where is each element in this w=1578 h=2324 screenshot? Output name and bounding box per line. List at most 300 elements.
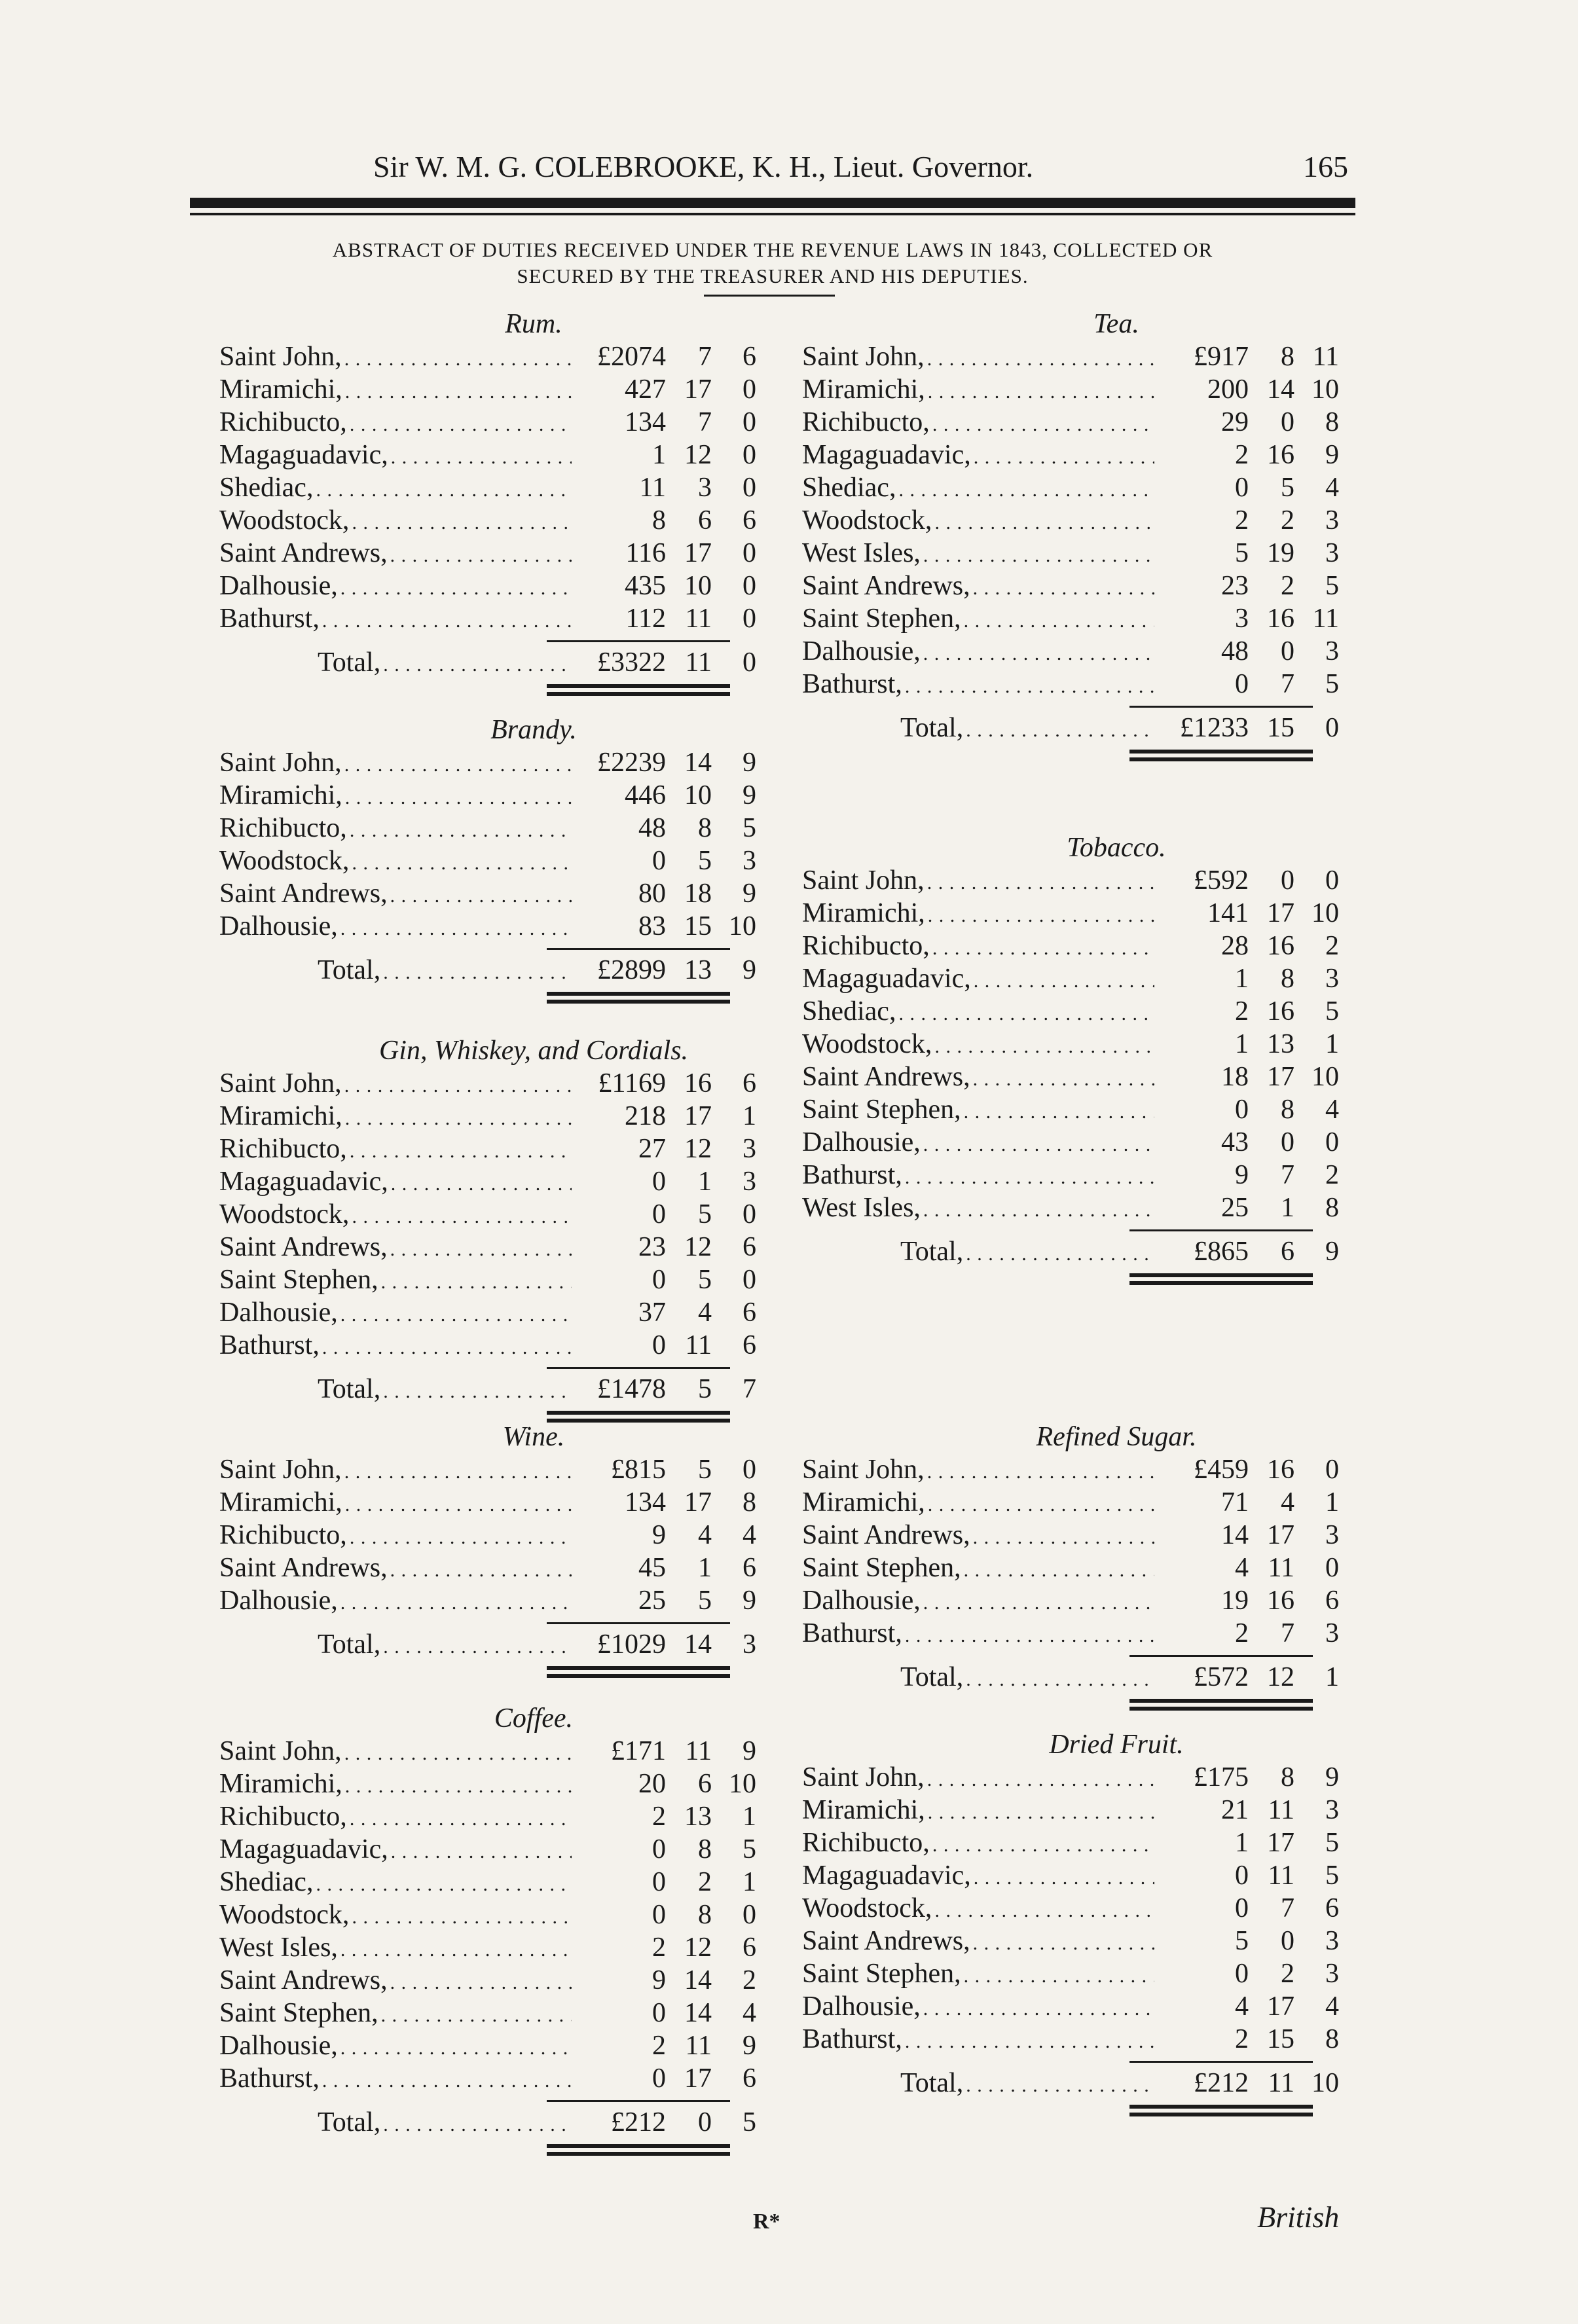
amount-pence: 0	[743, 1455, 756, 1485]
amount-pence: 5	[1325, 996, 1339, 1026]
table-row	[802, 1519, 1339, 1552]
dot-leader	[928, 899, 1154, 932]
amount-shillings: 1	[698, 1167, 712, 1197]
place-name: Saint John,	[802, 1762, 925, 1792]
place-name: Richibucto,	[219, 1134, 347, 1164]
amount-pounds: 14	[1221, 1520, 1249, 1550]
total-rule	[547, 2100, 730, 2102]
amount-shillings: 8	[698, 1900, 712, 1930]
amount-pounds: 21	[1221, 1795, 1249, 1825]
dot-leader	[390, 1233, 572, 1266]
total-label: Total,	[900, 1662, 964, 1692]
place-name: Saint Andrews,	[219, 1232, 388, 1262]
place-name: Saint Andrews,	[219, 1965, 388, 1995]
place-name: Saint Andrews,	[802, 1520, 970, 1550]
amount-shillings: 17	[1267, 1520, 1294, 1550]
total-label: Total,	[900, 2068, 964, 2098]
table-row	[219, 877, 756, 910]
amount-pence: 5	[1325, 571, 1339, 601]
table-row	[802, 897, 1339, 930]
place-name: Shediac,	[219, 1867, 314, 1897]
place-name: Dalhousie,	[219, 1586, 338, 1616]
place-name: Magaguadavic,	[219, 1167, 388, 1197]
amount-pounds: £917	[1194, 342, 1249, 372]
dot-leader	[344, 1456, 572, 1489]
place-name: Saint Andrews,	[802, 571, 970, 601]
dot-leader	[350, 409, 572, 441]
total-pence: 9	[743, 955, 756, 985]
amount-pounds: 5	[1235, 538, 1249, 568]
total-row	[802, 1235, 1339, 1268]
amount-pounds: 1	[652, 440, 666, 470]
table-row	[219, 1768, 756, 1800]
place-name: Miramichi,	[219, 780, 342, 810]
amount-pounds: 0	[652, 1265, 666, 1295]
table-row	[802, 995, 1339, 1028]
dot-leader	[383, 2109, 572, 2141]
amount-shillings: 15	[1267, 2024, 1294, 2054]
amount-pounds: 23	[638, 1232, 666, 1262]
total-shillings: 11	[1268, 2068, 1294, 2098]
place-name: Woodstock,	[802, 505, 932, 536]
place-name: Saint John,	[219, 342, 342, 372]
table-row	[802, 864, 1339, 897]
amount-pounds: 9	[1235, 1160, 1249, 1190]
dot-leader	[322, 1332, 572, 1364]
amount-shillings: 17	[1267, 898, 1294, 928]
dot-leader	[923, 638, 1154, 670]
amount-pence: 6	[743, 1298, 756, 1328]
table-row	[219, 1552, 756, 1584]
double-rule	[547, 1666, 730, 1678]
place-name: Dalhousie,	[219, 571, 338, 601]
table-row	[802, 930, 1339, 962]
section-heading: Tobacco.	[1067, 833, 1166, 863]
table-row	[219, 1800, 756, 1833]
table-row	[802, 406, 1339, 439]
total-pence: 0	[743, 647, 756, 678]
place-name: Miramichi,	[802, 1795, 925, 1825]
table-row	[219, 406, 756, 439]
dot-leader	[934, 1030, 1154, 1063]
amount-pence: 10	[1312, 374, 1339, 405]
amount-pence: 3	[743, 1134, 756, 1164]
amount-shillings: 12	[684, 440, 712, 470]
place-name: West Isles,	[802, 538, 921, 568]
amount-pence: 2	[1325, 931, 1339, 961]
amount-pounds: 0	[652, 1998, 666, 2028]
dot-leader	[966, 1238, 1154, 1271]
dot-leader	[932, 932, 1154, 965]
place-name: Magaguadavic,	[219, 440, 388, 470]
amount-shillings: 11	[685, 2031, 712, 2061]
table-row	[219, 1296, 756, 1329]
dot-leader	[964, 1960, 1154, 1993]
amount-pence: 5	[1325, 1861, 1339, 1891]
amount-pounds: 0	[1235, 1095, 1249, 1125]
amount-pence: 6	[743, 1232, 756, 1262]
total-rule	[1129, 1229, 1313, 1231]
amount-shillings: 19	[1267, 538, 1294, 568]
total-rule	[547, 1622, 730, 1624]
amount-pounds: 0	[1235, 1861, 1249, 1891]
double-rule	[547, 684, 730, 696]
place-name: Saint John,	[219, 1455, 342, 1485]
table-row	[219, 373, 756, 406]
place-name: Saint Stephen,	[802, 1095, 961, 1125]
double-rule	[547, 2144, 730, 2156]
amount-pounds: 0	[1235, 669, 1249, 699]
dot-leader	[966, 2069, 1154, 2102]
amount-pence: 9	[743, 1586, 756, 1616]
amount-pence: 4	[743, 1998, 756, 2028]
amount-pounds: 83	[638, 911, 666, 941]
dot-leader	[966, 1663, 1154, 1696]
total-shillings: 12	[1267, 1662, 1294, 1692]
dot-leader	[340, 1299, 572, 1332]
dot-leader	[928, 376, 1154, 409]
amount-shillings: 14	[684, 1965, 712, 1995]
amount-pounds: £592	[1194, 865, 1249, 896]
dot-leader	[898, 998, 1154, 1030]
total-rule	[1129, 2061, 1313, 2063]
table-row	[219, 746, 756, 779]
amount-shillings: 14	[684, 748, 712, 778]
place-name: Miramichi,	[802, 374, 925, 405]
amount-pounds: 0	[1235, 473, 1249, 503]
place-name: Woodstock,	[219, 505, 350, 536]
amount-shillings: 17	[684, 374, 712, 405]
amount-shillings: 6	[698, 1769, 712, 1799]
dot-leader	[344, 1737, 572, 1770]
dot-leader	[927, 1456, 1154, 1489]
duty-section	[219, 1034, 756, 1426]
amount-pounds: 0	[652, 1199, 666, 1229]
amount-pounds: £2074	[597, 342, 666, 372]
dot-leader	[383, 956, 572, 989]
amount-shillings: 7	[1281, 669, 1294, 699]
place-name: Saint Stephen,	[219, 1265, 378, 1295]
amount-pence: 10	[729, 1769, 756, 1799]
amount-shillings: 4	[698, 1298, 712, 1328]
dot-leader	[344, 1070, 572, 1102]
total-pounds: £572	[1194, 1662, 1249, 1692]
total-pence: 1	[1325, 1662, 1339, 1692]
place-name: Shediac,	[802, 996, 896, 1026]
amount-pounds: 1	[1235, 964, 1249, 994]
amount-pence: 6	[743, 2063, 756, 2094]
place-name: Richibucto,	[802, 407, 930, 437]
dot-leader	[934, 1895, 1154, 1927]
place-name: Shediac,	[219, 473, 314, 503]
table-row	[802, 1093, 1339, 1126]
section-heading: Tea.	[1093, 309, 1139, 339]
amount-pounds: 37	[638, 1298, 666, 1328]
dot-leader	[973, 1927, 1154, 1960]
amount-shillings: 10	[684, 571, 712, 601]
amount-pounds: 71	[1221, 1487, 1249, 1517]
dot-leader	[927, 1764, 1154, 1796]
place-name: Bathurst,	[219, 604, 320, 634]
total-pence: 3	[743, 1629, 756, 1660]
amount-pence: 6	[1325, 1586, 1339, 1616]
dot-leader	[927, 867, 1154, 899]
place-name: West Isles,	[802, 1193, 921, 1223]
amount-pounds: 11	[639, 473, 666, 503]
amount-shillings: 6	[698, 505, 712, 536]
duty-section	[219, 1702, 756, 2160]
amount-pounds: £815	[611, 1455, 666, 1485]
amount-pounds: 19	[1221, 1586, 1249, 1616]
catchword: British	[1257, 2200, 1340, 2234]
total-rule	[547, 948, 730, 950]
table-row	[219, 1866, 756, 1898]
place-name: Bathurst,	[802, 2024, 902, 2054]
amount-pounds: 20	[638, 1769, 666, 1799]
amount-shillings: 17	[1267, 1991, 1294, 2022]
dot-leader	[923, 1194, 1154, 1227]
amount-pounds: £171	[611, 1736, 666, 1766]
amount-shillings: 13	[684, 1802, 712, 1832]
amount-pence: 3	[743, 846, 756, 876]
table-row	[219, 1133, 756, 1165]
amount-pounds: 18	[1221, 1062, 1249, 1092]
amount-shillings: 0	[1281, 1926, 1294, 1956]
table-row	[802, 1191, 1339, 1224]
dot-leader	[340, 913, 572, 945]
place-name: Dalhousie,	[802, 1586, 921, 1616]
place-name: Shediac,	[802, 473, 896, 503]
double-rule	[547, 992, 730, 1004]
header-rule-thin	[190, 213, 1355, 215]
amount-pounds: £459	[1194, 1455, 1249, 1485]
amount-pounds: 0	[652, 1330, 666, 1360]
amount-pounds: 23	[1221, 571, 1249, 601]
total-label: Total,	[318, 647, 381, 678]
amount-pounds: 27	[638, 1134, 666, 1164]
amount-shillings: 12	[684, 1134, 712, 1164]
table-row	[219, 570, 756, 602]
amount-shillings: 11	[1268, 1795, 1294, 1825]
table-row	[802, 439, 1339, 471]
amount-pounds: 0	[652, 1867, 666, 1897]
amount-shillings: 1	[698, 1553, 712, 1583]
dot-leader	[928, 1796, 1154, 1829]
amount-pounds: 446	[625, 780, 666, 810]
amount-pounds: 2	[1235, 505, 1249, 536]
amount-pounds: £1169	[598, 1068, 666, 1098]
place-name: Miramichi,	[219, 1487, 342, 1517]
amount-shillings: 7	[698, 342, 712, 372]
amount-shillings: 17	[684, 1487, 712, 1517]
dot-leader	[345, 376, 572, 409]
amount-pounds: 9	[652, 1965, 666, 1995]
table-row	[802, 1990, 1339, 2023]
amount-pence: 9	[1325, 440, 1339, 470]
total-rule	[547, 640, 730, 642]
place-name: Saint John,	[802, 865, 925, 896]
place-name: Richibucto,	[802, 1828, 930, 1858]
amount-pounds: £175	[1194, 1762, 1249, 1792]
amount-pounds: 2	[1235, 2024, 1249, 2054]
running-head: Sir W. M. G. COLEBROOKE, K. H., Lieut. Governor.	[373, 150, 1034, 183]
amount-pence: 1	[1325, 1487, 1339, 1517]
amount-shillings: 11	[685, 1330, 712, 1360]
dot-leader	[973, 1063, 1154, 1096]
amount-pence: 0	[743, 1199, 756, 1229]
amount-pence: 3	[1325, 1959, 1339, 1989]
caption-rule	[704, 295, 835, 297]
dot-leader	[344, 749, 572, 782]
table-row	[219, 1486, 756, 1519]
section-heading: Rum.	[505, 309, 562, 339]
amount-pounds: 9	[652, 1520, 666, 1550]
total-label: Total,	[318, 955, 381, 985]
amount-shillings: 2	[1281, 571, 1294, 601]
amount-pounds: 0	[652, 846, 666, 876]
amount-pence: 0	[743, 538, 756, 568]
total-pence: 9	[1325, 1237, 1339, 1267]
total-shillings: 13	[684, 955, 712, 985]
place-name: Bathurst,	[802, 1618, 902, 1648]
table-row	[802, 962, 1339, 995]
dot-leader	[316, 1868, 572, 1901]
duty-section	[219, 1421, 756, 1682]
amount-pence: 9	[1325, 1762, 1339, 1792]
caption-line-2: SECURED BY THE TREASURER AND HIS DEPUTIES.	[517, 264, 1029, 287]
table-row	[802, 1126, 1339, 1159]
table-row	[219, 1100, 756, 1133]
amount-pounds: 427	[625, 374, 666, 405]
section-heading: Brandy.	[490, 715, 577, 745]
total-label: Total,	[318, 2107, 381, 2137]
amount-pence: 0	[743, 604, 756, 634]
amount-pounds: 1	[1235, 1029, 1249, 1059]
dot-leader	[390, 1967, 572, 1999]
amount-pence: 9	[743, 780, 756, 810]
table-row	[802, 373, 1339, 406]
amount-pence: 11	[1312, 604, 1339, 634]
table-row	[802, 1859, 1339, 1892]
place-name: Magaguadavic,	[802, 964, 971, 994]
amount-pounds: 116	[625, 538, 666, 568]
dot-leader	[345, 1770, 572, 1803]
place-name: Dalhousie,	[802, 636, 921, 666]
table-row	[802, 1453, 1339, 1486]
place-name: Dalhousie,	[802, 1127, 921, 1157]
table-row	[219, 1231, 756, 1263]
table-row	[802, 1957, 1339, 1990]
dot-leader	[932, 1829, 1154, 1862]
place-name: Saint Andrews,	[219, 538, 388, 568]
table-row	[802, 1584, 1339, 1617]
amount-pounds: 435	[625, 571, 666, 601]
amount-shillings: 16	[684, 1068, 712, 1098]
place-name: Saint Stephen,	[802, 1959, 961, 1989]
total-label: Total,	[900, 713, 964, 743]
amount-pounds: 2	[652, 1802, 666, 1832]
amount-pence: 6	[743, 1068, 756, 1098]
total-label: Total,	[318, 1374, 381, 1404]
dot-leader	[340, 1587, 572, 1620]
amount-pounds: 3	[1235, 604, 1249, 634]
amount-pence: 4	[743, 1520, 756, 1550]
amount-shillings: 10	[684, 780, 712, 810]
amount-pence: 6	[743, 1933, 756, 1963]
amount-pence: 6	[1325, 1893, 1339, 1923]
caption-line-1: ABSTRACT OF DUTIES RECEIVED UNDER THE REVENUE LAWS IN 1843, COLLECTED OR	[332, 238, 1213, 261]
total-pounds: £865	[1194, 1237, 1249, 1267]
total-label: Total,	[900, 1237, 964, 1267]
section-heading: Gin, Whiskey, and Cordials.	[378, 1036, 689, 1066]
dot-leader	[381, 1266, 572, 1299]
dot-leader	[344, 343, 572, 376]
place-name: Saint Andrews,	[219, 1553, 388, 1583]
section-heading: Dried Fruit.	[1049, 1730, 1184, 1760]
amount-shillings: 5	[698, 1199, 712, 1229]
total-row	[219, 954, 756, 987]
amount-pence: 0	[743, 571, 756, 601]
amount-pence: 3	[1325, 505, 1339, 536]
place-name: Saint Stephen,	[802, 1553, 961, 1583]
amount-pence: 0	[743, 1900, 756, 1930]
amount-shillings: 11	[1268, 1553, 1294, 1583]
place-name: Magaguadavic,	[802, 1861, 971, 1891]
amount-shillings: 4	[1281, 1487, 1294, 1517]
table-row	[219, 471, 756, 504]
amount-pence: 0	[1325, 1127, 1339, 1157]
table-row	[219, 1519, 756, 1552]
table-row	[219, 1735, 756, 1768]
total-pence: 5	[743, 2107, 756, 2137]
amount-pounds: 141	[1207, 898, 1249, 928]
place-name: Saint Stephen,	[219, 1998, 378, 2028]
amount-pence: 1	[743, 1101, 756, 1131]
amount-pence: 6	[743, 1553, 756, 1583]
amount-pounds: 45	[638, 1553, 666, 1583]
duty-section	[219, 308, 756, 700]
double-rule	[1129, 750, 1313, 761]
total-shillings: 15	[1267, 713, 1294, 743]
amount-shillings: 5	[698, 1265, 712, 1295]
table-row	[219, 2029, 756, 2062]
section-heading: Wine.	[502, 1422, 565, 1452]
amount-shillings: 0	[1281, 636, 1294, 666]
amount-pounds: 2	[1235, 440, 1249, 470]
amount-shillings: 17	[684, 2063, 712, 2094]
dot-leader	[391, 1836, 572, 1868]
amount-shillings: 13	[1267, 1029, 1294, 1059]
place-name: West Isles,	[219, 1933, 338, 1963]
table-row	[802, 1925, 1339, 1957]
table-row	[219, 602, 756, 635]
dot-leader	[934, 507, 1154, 539]
double-rule	[1129, 1273, 1313, 1285]
place-name: Saint Andrews,	[802, 1062, 970, 1092]
table-row	[219, 439, 756, 471]
table-row	[219, 1067, 756, 1100]
amount-shillings: 16	[1267, 1586, 1294, 1616]
amount-pounds: 0	[652, 1900, 666, 1930]
amount-shillings: 5	[698, 1455, 712, 1485]
table-row	[802, 1552, 1339, 1584]
total-pounds: £1233	[1180, 713, 1249, 743]
amount-pounds: 200	[1207, 374, 1249, 405]
dot-leader	[390, 880, 572, 913]
amount-pence: 1	[743, 1867, 756, 1897]
amount-pounds: 48	[1221, 636, 1249, 666]
place-name: Woodstock,	[802, 1893, 932, 1923]
